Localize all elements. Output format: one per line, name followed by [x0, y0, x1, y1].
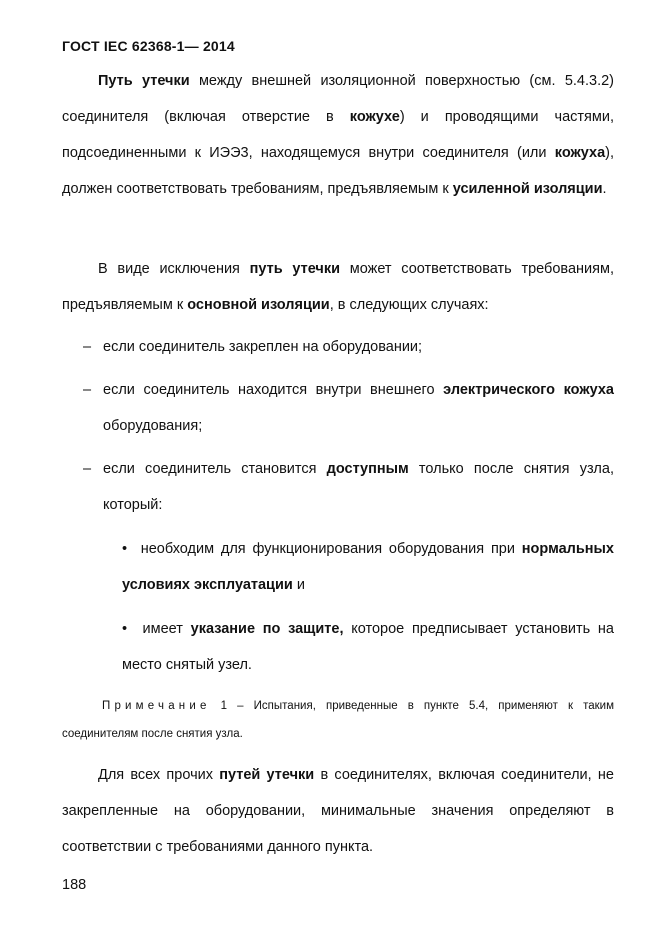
term-instructional-safeguard: указание по защите,: [190, 621, 344, 637]
paragraph-text: В виде исключения: [98, 261, 250, 277]
document-header: ГОСТ IEC 62368-1— 2014: [62, 38, 235, 54]
paragraph-text: может соответствовать требованиям, предъявляемым к: [62, 261, 614, 313]
bullet-icon: •: [122, 621, 128, 637]
note: [62, 692, 614, 748]
term-enclosure: кожухе: [349, 109, 400, 125]
list-item-text: только после снятия узла, который:: [103, 461, 614, 513]
bullet-text: необходим для функционирования оборудования при: [140, 541, 522, 557]
bullet-item: [122, 611, 614, 683]
bullet-text: имеет: [142, 621, 191, 637]
page-number: 188: [62, 877, 87, 893]
paragraph-other-creepage: [62, 757, 614, 865]
term-creepage-distances: путей утечки: [219, 767, 315, 783]
term-creepage-distance: Путь утечки: [98, 73, 190, 89]
dash-marker: –: [83, 339, 92, 355]
term-enclosure: кожуха: [554, 145, 606, 161]
note-label: Примечание: [102, 700, 211, 712]
paragraph-text: между внешней изоляционной поверхностью (см. 5.4.3.2) соединителя (включая отверстие в: [62, 73, 615, 125]
list-item: [83, 451, 614, 523]
note-text: 1 – Испытания, приведенные в пункте 5.4, применяют к таким соединителям после снятия узла.: [62, 700, 614, 740]
bullet-icon: •: [122, 541, 128, 557]
bullet-text: которое предписывает установить на место снятый узел.: [122, 621, 614, 673]
paragraph-text: ), должен соответствовать требованиям, предъявляемым к: [62, 145, 614, 197]
paragraph-text: , в следующих случаях:: [329, 297, 489, 313]
term-reinforced-insulation: усиленной изоляции: [452, 181, 603, 197]
term-accessible: доступным: [326, 461, 409, 477]
term-normal-operating-conditions: нормальных условиях эксплуатации: [122, 541, 614, 593]
dash-marker: –: [83, 461, 92, 477]
paragraph-creepage-reinforced: [62, 63, 614, 207]
bullet-item: [122, 531, 614, 603]
term-basic-insulation: основной изоляции: [187, 297, 330, 313]
paragraph-text: Для всех прочих: [98, 767, 220, 783]
bullet-text: и: [292, 577, 305, 593]
list-item-text: оборудования;: [103, 418, 203, 434]
dash-marker: –: [83, 382, 92, 398]
list-item: [83, 372, 614, 444]
term-electrical-enclosure: электрического кожуха: [443, 382, 614, 398]
list-item: [83, 329, 614, 365]
term-creepage-distance: путь утечки: [249, 261, 341, 277]
list-item-text: если соединитель закреплен на оборудовании;: [103, 339, 423, 355]
paragraph-text: .: [602, 181, 607, 197]
paragraph-text: ) и проводящими частями, подсоединенными к ИЭЭ3, находящемуся внутри соединителя (или: [62, 109, 615, 161]
paragraph-exception: [62, 251, 614, 323]
list-item-text: [103, 451, 614, 523]
list-item-text: если соединитель находится внутри внешнего: [103, 382, 444, 398]
list-item-text: [103, 372, 614, 444]
list-item-text: если соединитель становится: [103, 461, 327, 477]
paragraph-text: в соединителях, включая соединители, не закрепленные на оборудовании, минимальные значения определяют в соответствии с требованиями данного пункта.: [62, 767, 614, 855]
